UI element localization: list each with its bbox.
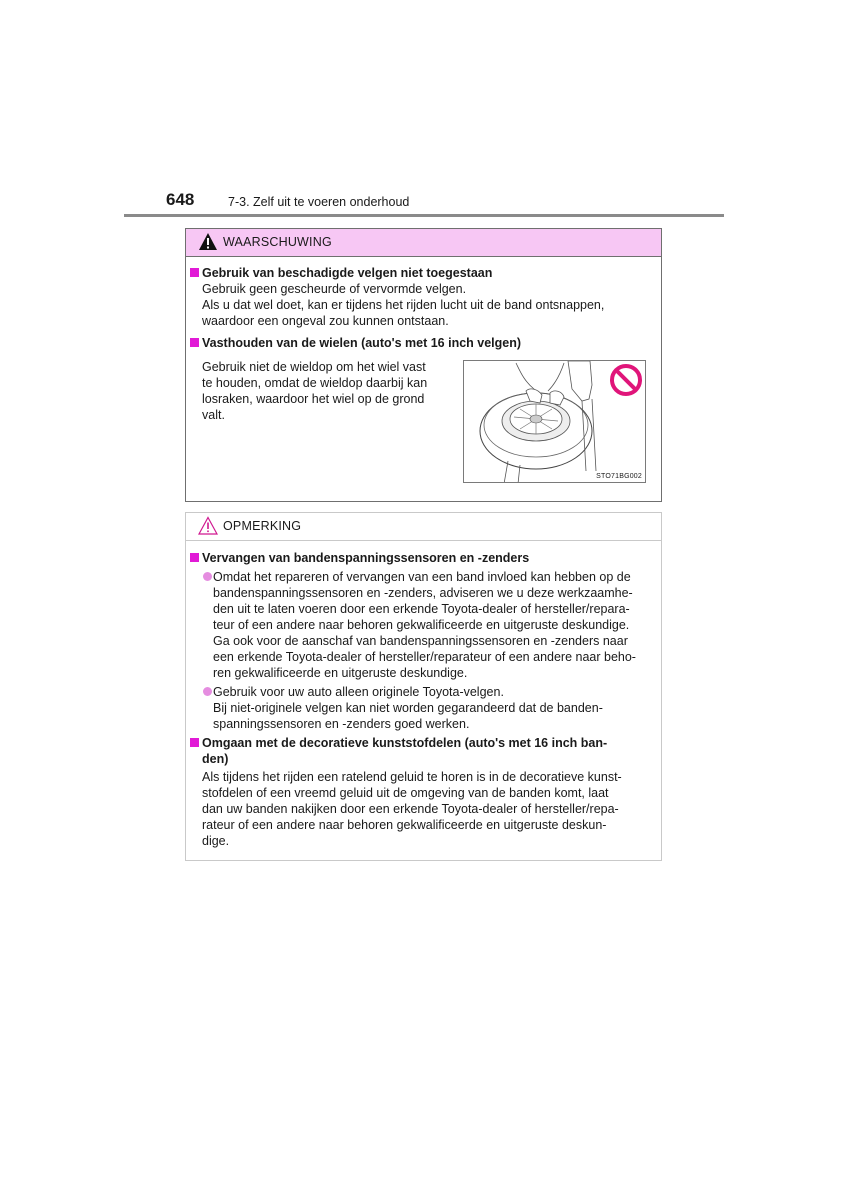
paragraph: Gebruik geen gescheurde of vervormde velgen. Als u dat wel doet, kan er tijdens het rijden lucht uit de band ontsnappen, waardoor een ongeval zou kunnen ontstaan. — [202, 282, 605, 328]
warning-box — [185, 228, 662, 502]
section-title: Vervangen van bandenspanningssensoren en -zenders — [189, 550, 657, 566]
warning-section-holding-wheels — [189, 335, 657, 351]
caution-triangle-icon — [198, 516, 218, 540]
wheel-cap-warning-text: Gebruik niet de wieldop om het wiel vast te houden, omdat de wieldop daarbij kan losraken, waardoor het wiel op de grond valt. — [202, 360, 428, 422]
note-label: OPMERKING — [223, 519, 302, 533]
section-title: Gebruik van beschadigde velgen niet toegestaan — [189, 265, 657, 281]
page-number: 648 — [166, 190, 195, 209]
square-bullet-icon — [190, 338, 199, 347]
prohibited-icon — [612, 366, 640, 394]
page-header — [166, 190, 724, 218]
bullet-item: Gebruik voor uw auto alleen originele Toyota-velgen. Bij niet-originele velgen kan niet worden gegarandeerd dat de banden- spanningssensoren en -zenders goed werken. — [189, 684, 657, 732]
header-divider — [124, 214, 724, 217]
warning-header — [186, 229, 661, 257]
note-section-decorative-parts — [189, 735, 657, 849]
square-bullet-icon — [190, 553, 199, 562]
warning-triangle-icon — [198, 232, 218, 256]
note-header — [186, 513, 661, 541]
section-title: Omgaan met de decoratieve kunststofdelen (auto's met 16 inch ban- den) — [189, 735, 657, 767]
warning-section-damaged-rims — [189, 265, 657, 329]
round-bullet-icon — [203, 572, 212, 581]
square-bullet-icon — [190, 268, 199, 277]
note-section-tpms — [189, 550, 657, 732]
round-bullet-icon — [203, 687, 212, 696]
wheel-handling-illustration — [463, 360, 646, 483]
paragraph: Als tijdens het rijden een ratelend geluid te horen is in de decoratieve kunst- stofdelen of een vreemd geluid uit de omgeving van de banden komt, laat dan uw banden nakijken door een erkende Toyota-dealer of hersteller/repa- rateur of een andere naar behoren gekwalificeerde en uitgeruste deskun- dige. — [202, 770, 622, 848]
figure-code: STO71BG002 — [596, 473, 642, 480]
square-bullet-icon — [190, 738, 199, 747]
note-box — [185, 512, 662, 861]
bullet-item: Omdat het repareren of vervangen van een band invloed kan hebben op de bandenspanningssensoren en -zenders, adviseren we u deze werkzaamhe- den uit te laten voeren door een erkende Toyota-dealer of hersteller/repara- teur of een andere naar behoren gekwalificeerde en uitgeruste deskundige. Ga ook voor de aanschaf van bandenspanningssensoren en -zenders naar een erkende Toyota-dealer of hersteller/reparateur of een andere naar beho- ren gekwalificeerde en uitgeruste deskundige. — [189, 569, 657, 681]
section-title: 7-3. Zelf uit te voeren onderhoud — [228, 195, 410, 209]
warning-label: WAARSCHUWING — [223, 235, 332, 249]
section-title: Vasthouden van de wielen (auto's met 16 inch velgen) — [189, 335, 657, 351]
